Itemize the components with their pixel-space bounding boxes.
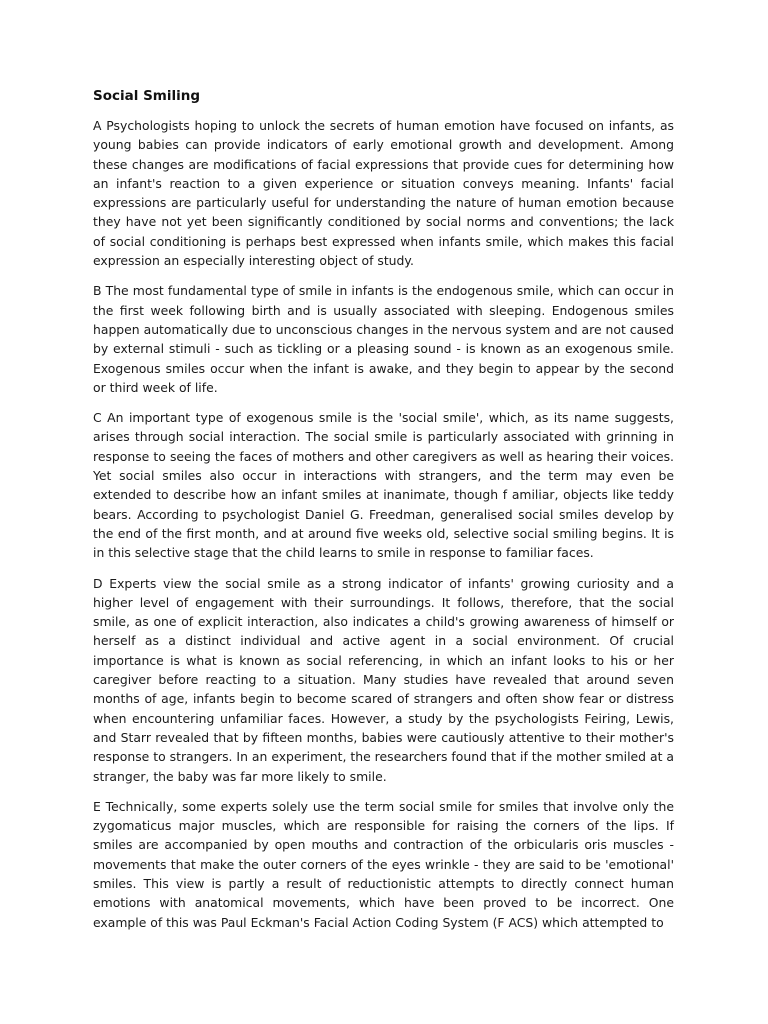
- document-body: [93, 86, 674, 943]
- paragraph-e: E Technically, some experts solely use the term social smile for smiles that involve only the zygomaticus major muscles, which are responsible for raising the corners of the lips. If smiles are accompanied by open mouths and contraction of the orbicularis oris muscles - movements that make the outer corners of the eyes wrinkle - they are said to be 'emotional' smiles. This view is partly a result of reductionistic attempts to directly connect human emotions with anatomical movements, which have been proved to be incorrect. One example of this was Paul Eckman's Facial Action Coding System (F ACS) which attempted to: [93, 798, 674, 930]
- paragraph-a: A Psychologists hoping to unlock the secrets of human emotion have focused on infants, as young babies can provide indicators of early emotional growth and development. Among these changes are modifications of facial expressions that provide cues for determining how an infant's reaction to a given experience or situation conveys meaning. Infants' facial expressions are particularly useful for understanding the nature of human emotion because they have not yet been significantly conditioned by social norms and conventions; the lack of social conditioning is perhaps best expressed when infants smile, which makes this facial expression an especially interesting object of study.: [93, 118, 674, 269]
- paragraph-b: B The most fundamental type of smile in infants is the endogenous smile, which can occur in the first week following birth and is usually associated with sleeping. Endogenous smiles happen automatically due to unconscious changes in the nervous system and are not caused by external stimuli - such as tickling or a pleasing sound - is known as an exogenous smile. Exogenous smiles occur when the infant is awake, and they begin to appear by the second or third week of life.: [93, 283, 674, 395]
- document-title: Social Smiling: [93, 88, 201, 104]
- paragraph-c: C An important type of exogenous smile is the 'social smile', which, as its name suggests, arises through social interaction. The social smile is particularly associated with grinning in response to seeing the faces of mothers and other caregivers as well as hearing their voices. Yet social smiles also occur in interactions with strangers, and the term may even be extended to describe how an infant smiles at inanimate, though f amiliar, objects like teddy bears. According to psychologist Daniel G. Freedman, generalised social smiles develop by the end of the first month, and at around five weeks old, selective social smiling begins. It is in this selective stage that the child learns to smile in response to familiar faces.: [93, 410, 674, 561]
- paragraph-d: D Experts view the social smile as a strong indicator of infants' growing curiosity and a higher level of engagement with their surroundings. It follows, therefore, that the social smile, as one of explicit interaction, also indicates a child's growing awareness of himself or herself as a distinct individual and active agent in a social environment. Of crucial importance is what is known as social referencing, in which an infant looks to his or her caregiver before reacting to a situation. Many studies have revealed that around seven months of age, infants begin to become scared of strangers and often show fear or distress when encountering unfamiliar faces. However, a study by the psychologists Feiring, Lewis, and Starr revealed that by fifteen months, babies were cautiously attentive to their mother's response to strangers. In an experiment, the researchers found that if the mother smiled at a stranger, the baby was far more likely to smile.: [93, 575, 674, 784]
